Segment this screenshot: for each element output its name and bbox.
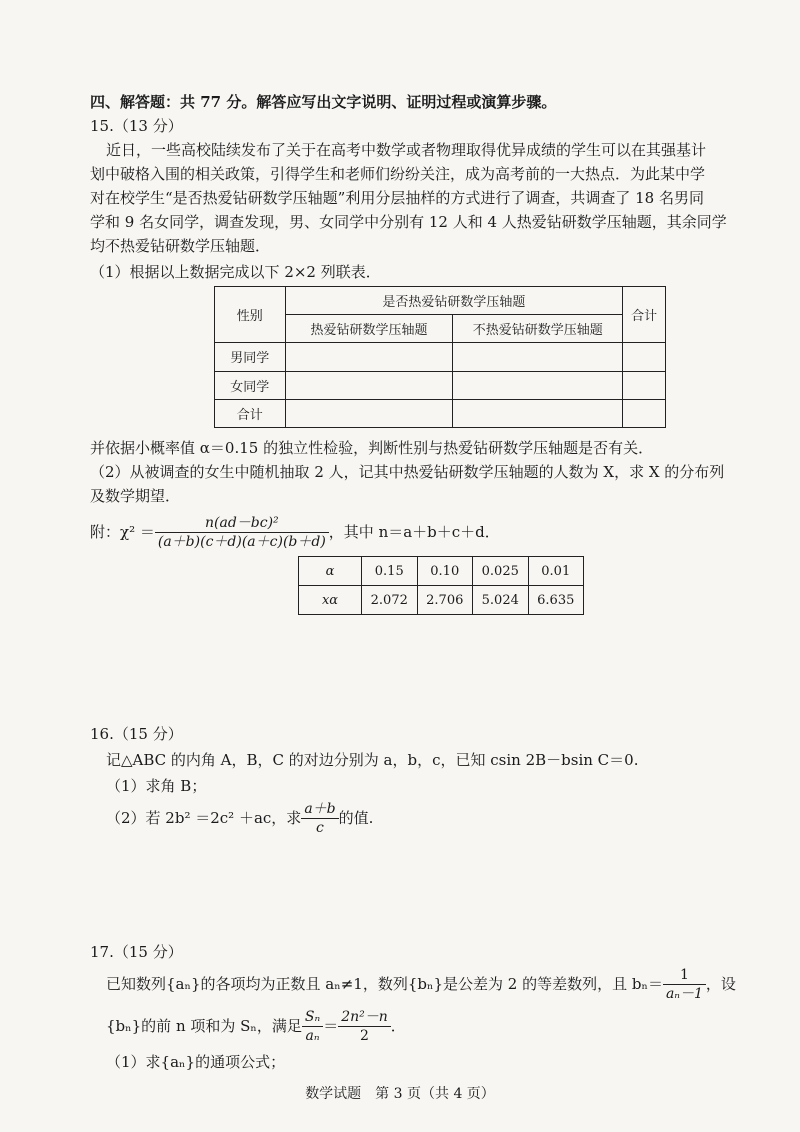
q15-intro-line-4: 学和 9 名女同学，调查发现，男、女同学中分别有 12 人和 4 人热爱钻研数学压轴题，其余同学: [90, 213, 727, 231]
q15-part2-line-2: 及数学期望．: [90, 487, 181, 505]
chi-square-fraction: [155, 515, 329, 550]
q17-b-fraction: [663, 967, 706, 1002]
formula-denominator: (a＋b)(c＋d)(a＋c)(b＋d): [157, 533, 326, 550]
q17-line2-prefix: {bₙ}的前 n 项和为 Sₙ，满足: [106, 1017, 302, 1035]
q17-s-fraction: [302, 1009, 323, 1044]
q15-number: 15.（13 分）: [90, 117, 183, 135]
crit-x-value: 2.706: [417, 586, 473, 615]
q17-line-1: [106, 964, 736, 1004]
crit-alpha-value: 0.025: [473, 557, 529, 586]
table-cell: [285, 399, 453, 427]
crit-x-value: 2.072: [362, 586, 418, 615]
crit-alpha-value: 0.15: [362, 557, 418, 586]
table-header-group: 是否热爱钻研数学压轴题: [285, 287, 623, 315]
q17-line2-suffix: ．: [390, 1017, 406, 1035]
table-cell: [285, 343, 453, 371]
q17-line-2: [106, 1006, 406, 1046]
q16-part1: （1）求角 B；: [106, 777, 207, 795]
critical-values-table: [298, 556, 584, 615]
formula-numerator: n(ad－bc)²: [155, 515, 329, 533]
appendix-suffix: ，其中 n＝a＋b＋c＋d．: [328, 523, 500, 541]
q17-equals: ＝: [323, 1017, 339, 1035]
q17-s-denominator: aₙ: [305, 1027, 320, 1044]
table-header-total: 合计: [623, 287, 666, 343]
crit-x-label: xα: [299, 586, 362, 615]
q16-part2-suffix: 的值.: [338, 809, 374, 827]
q15-intro-line-3: 对在校学生“是否热爱钻研数学压轴题”利用分层抽样的方式进行了调查，共调查了 18 名男同: [90, 189, 704, 207]
q15-intro-line-1: 近日，一些高校陆续发布了关于在高考中数学或者物理取得优异成绩的学生可以在其强基计: [106, 141, 707, 159]
crit-x-value: 6.635: [528, 586, 584, 615]
table-cell: [453, 399, 623, 427]
crit-alpha-label: α: [299, 557, 362, 586]
q15-appendix-formula: [90, 512, 500, 552]
q17-rhs-numerator: 2n²－n: [338, 1009, 391, 1027]
q17-b-numerator: 1: [663, 967, 706, 985]
q17-rhs-fraction: [338, 1009, 391, 1044]
table-cell: [623, 343, 666, 371]
table-cell: [285, 371, 453, 399]
table-row-male: 男同学: [215, 343, 286, 371]
q16-part2: [106, 798, 373, 838]
table-col-not-love: 不热爱钻研数学压轴题: [453, 315, 623, 343]
q16-line-1: 记△ABC 的内角 A，B，C 的对边分别为 a，b，c，已知 csin 2B－bsin C＝0.: [106, 751, 639, 769]
table-header-gender: 性别: [215, 287, 286, 343]
q15-intro-line-5: 均不热爱钻研数学压轴题．: [90, 237, 271, 255]
q16-fraction-denominator: c: [316, 819, 324, 836]
q15-intro-line-2: 划中破格入围的相关政策，引得学生和老师们纷纷关注，成为高考前的一大热点．为此某中学: [90, 165, 706, 183]
table-row-female: 女同学: [215, 371, 286, 399]
crit-alpha-value: 0.01: [528, 557, 584, 586]
q15-after-table: 并依据小概率值 α＝0.15 的独立性检验，判断性别与热爱钻研数学压轴题是否有关．: [90, 439, 654, 457]
q17-s-numerator: Sₙ: [302, 1009, 323, 1027]
page-footer: 数学试题 第 3 页（共 4 页）: [305, 1086, 495, 1102]
appendix-prefix: 附：χ² ＝: [90, 523, 155, 541]
q17-part1: （1）求{aₙ}的通项公式；: [106, 1053, 286, 1071]
q17-number: 17.（15 分）: [90, 943, 183, 961]
table-col-love: 热爱钻研数学压轴题: [285, 315, 453, 343]
table-cell: [623, 399, 666, 427]
q16-fraction: [301, 801, 338, 836]
crit-alpha-value: 0.10: [417, 557, 473, 586]
q17-line1-prefix: 已知数列{aₙ}的各项均为正数且 aₙ≠1，数列{bₙ}是公差为 2 的等差数列，且 bₙ＝: [106, 975, 663, 993]
table-cell: [453, 343, 623, 371]
section-title: 四、解答题：共 77 分。解答应写出文字说明、证明过程或演算步骤。: [90, 93, 557, 111]
table-cell: [453, 371, 623, 399]
q17-rhs-denominator: 2: [360, 1027, 369, 1044]
crit-x-value: 5.024: [473, 586, 529, 615]
table-cell: [623, 371, 666, 399]
contingency-table: [214, 286, 666, 428]
q17-line1-suffix: ，设: [705, 975, 736, 993]
table-row-total: 合计: [215, 399, 286, 427]
q15-part2-line-1: （2）从被调查的女生中随机抽取 2 人，记其中热爱钻研数学压轴题的人数为 X，求 X 的分布列: [90, 463, 725, 481]
q16-number: 16.（15 分）: [90, 725, 183, 743]
q16-part2-prefix: （2）若 2b² ＝2c² ＋ac，求: [106, 809, 302, 827]
q15-part1: （1）根据以上数据完成以下 2×2 列联表．: [90, 263, 381, 281]
q17-b-denominator: aₙ－1: [665, 985, 703, 1002]
q16-fraction-numerator: a＋b: [301, 801, 338, 819]
